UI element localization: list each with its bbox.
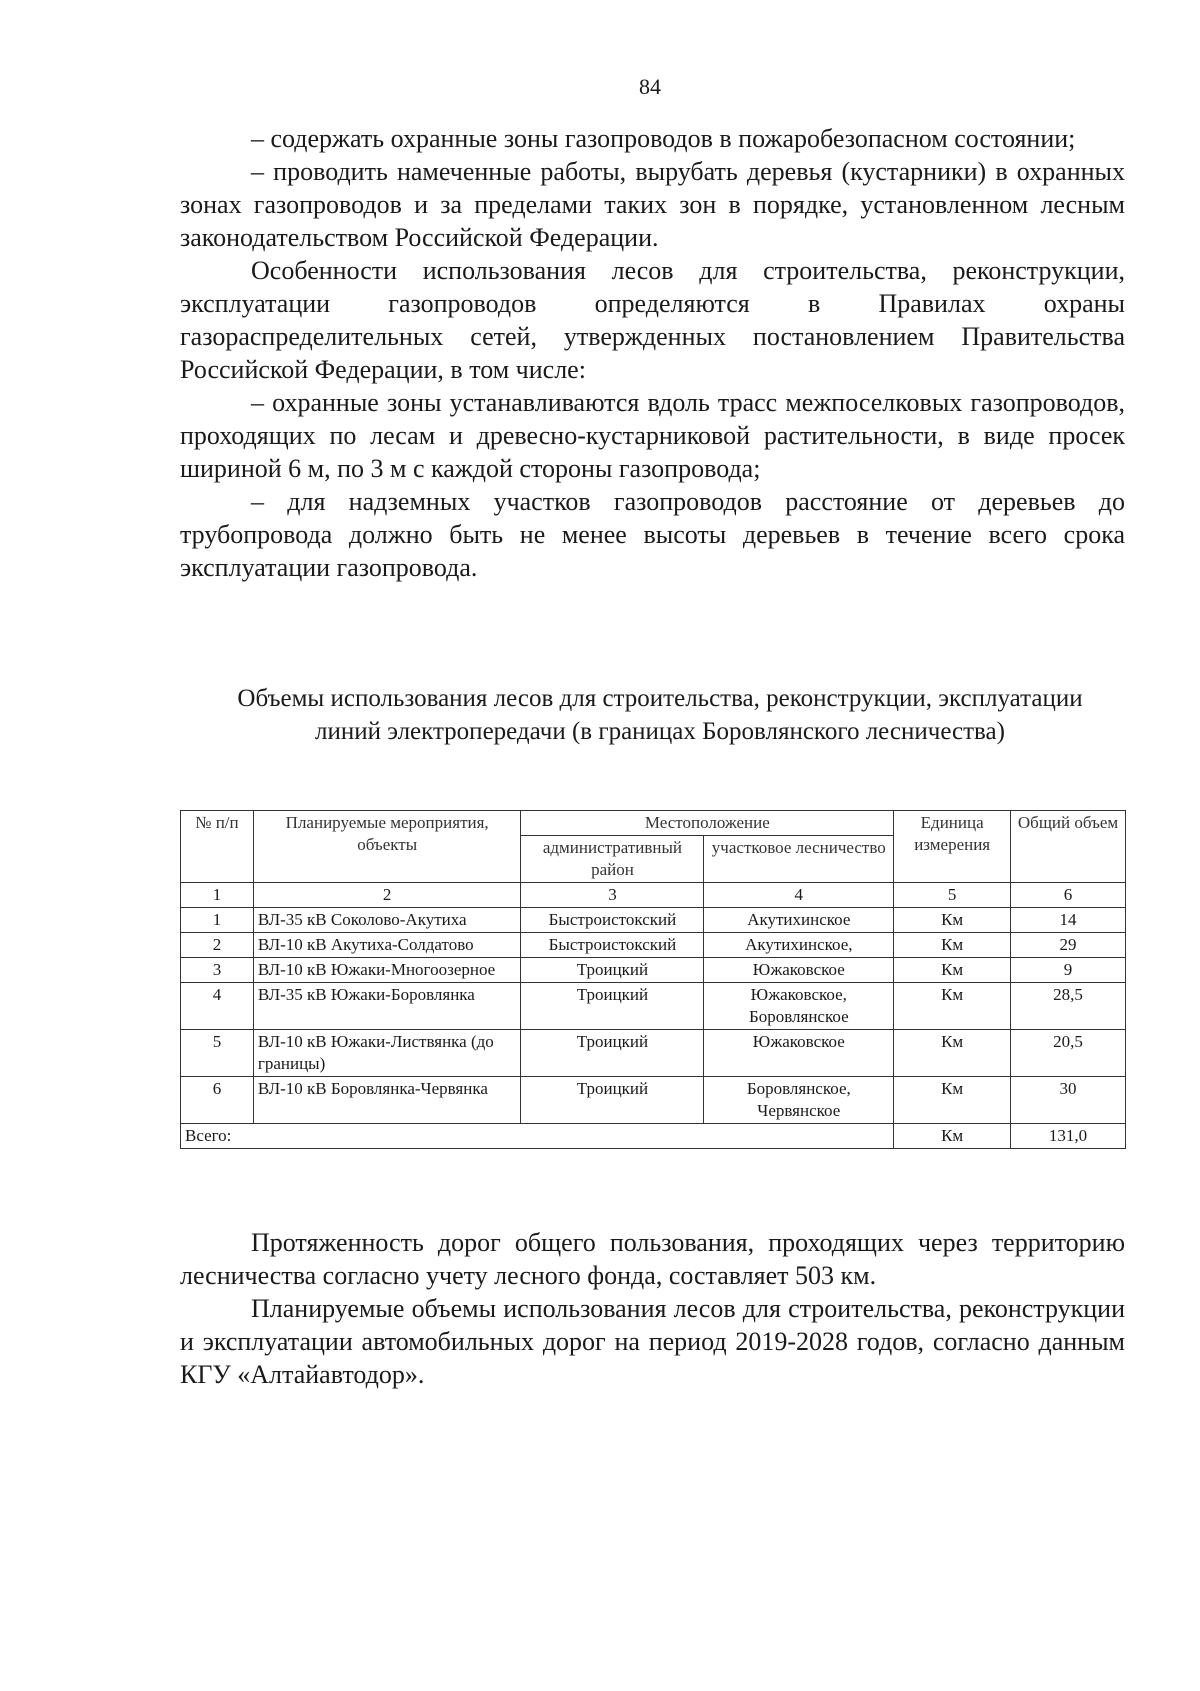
paragraph: – содержать охранные зоны газопроводов в пожаробезопасном состоянии; [251,124,1076,153]
table-row [181,1030,1126,1077]
table-row [181,908,1126,933]
table-container [180,810,1126,1149]
row-num: 4 [181,983,254,1030]
table-total-row [181,1124,1126,1149]
row-object: ВЛ-35 кВ Южаки-Боровлянка [253,983,521,1030]
row-forestry: Акутихинское, [704,933,894,958]
row-num: 1 [181,908,254,933]
column-number: 1 [181,883,254,908]
header-forestry: участковое лесничество [704,836,894,883]
row-object: ВЛ-10 кВ Южаки-Многоозерное [253,958,521,983]
paragraph: – проводить намеченные работы, вырубать деревья (кустарники) в охранных зонах газопроводов и за пределами таких зон в порядке, установленном лесным законодательством Российской Федерации. [180,157,1125,252]
row-object: ВЛ-10 кВ Южаки-Листвянка (до границы) [253,1030,521,1077]
column-number: 3 [521,883,704,908]
row-forestry: Южаковское [704,958,894,983]
total-label: Всего: [181,1124,894,1149]
row-num: 6 [181,1077,254,1124]
paragraph: Особенности использования лесов для строительства, реконструкции, эксплуатации газопроводов определяются в Правилах охраны газораспределительных сетей, утвержденных постановлением Правительства Российской Федерации, в том числе: [180,256,1125,384]
body-text-top [180,122,1125,584]
header-activities: Планируемые мероприятия, объекты [253,811,521,883]
row-district: Быстроистокский [521,933,704,958]
header-district: административный район [521,836,704,883]
row-unit: Км [894,983,1011,1030]
row-district: Троицкий [521,1077,704,1124]
row-unit: Км [894,1077,1011,1124]
total-volume: 131,0 [1011,1124,1126,1149]
table-title: Объемы использования лесов для строительства, реконструкции, эксплуатации линий электропередачи (в границах Боровлянского лесничества) [237,685,1083,745]
row-num: 3 [181,958,254,983]
row-forestry: Южаковское, Боровлянское [704,983,894,1030]
row-forestry: Южаковское [704,1030,894,1077]
column-number: 6 [1011,883,1126,908]
table-row [181,983,1126,1030]
row-volume: 9 [1011,958,1126,983]
column-number: 2 [253,883,521,908]
header-volume: Общий объем [1011,811,1126,883]
row-district: Троицкий [521,958,704,983]
paragraph: – для надземных участков газопроводов расстояние от деревьев до трубопровода должно быть не менее высоты деревьев в течение всего срока эксплуатации газопровода. [180,487,1125,582]
row-district: Троицкий [521,983,704,1030]
paragraph: Протяженность дорог общего пользования, проходящих через территорию лесничества согласно учету лесного фонда, составляет 503 км. [180,1228,1125,1290]
header-location: Местоположение [521,811,894,836]
row-forestry: Акутихинское [704,908,894,933]
paragraph: Планируемые объемы использования лесов для строительства, реконструкции и эксплуатации автомобильных дорог на период 2019-2028 годов, согласно данным КГУ «Алтайавтодор». [180,1294,1125,1389]
row-object: ВЛ-10 кВ Акутиха-Солдатово [253,933,521,958]
page-number: 84 [639,74,661,99]
row-object: ВЛ-10 кВ Боровлянка-Червянка [253,1077,521,1124]
row-unit: Км [894,933,1011,958]
row-volume: 29 [1011,933,1126,958]
power-lines-table [180,810,1126,1149]
row-volume: 30 [1011,1077,1126,1124]
header-num: № п/п [181,811,254,883]
row-district: Троицкий [521,1030,704,1077]
column-number: 4 [704,883,894,908]
total-unit: Км [894,1124,1011,1149]
body-text-bottom [180,1226,1125,1391]
row-district: Быстроистокский [521,908,704,933]
row-num: 2 [181,933,254,958]
row-num: 5 [181,1030,254,1077]
header-unit: Единица измерения [894,811,1011,883]
table-row [181,933,1126,958]
table-row [181,1077,1126,1124]
row-unit: Км [894,958,1011,983]
row-unit: Км [894,1030,1011,1077]
row-volume: 14 [1011,908,1126,933]
row-volume: 28,5 [1011,983,1126,1030]
row-unit: Км [894,908,1011,933]
row-forestry: Боровлянское, Червянское [704,1077,894,1124]
table-row [181,958,1126,983]
row-volume: 20,5 [1011,1030,1126,1077]
row-object: ВЛ-35 кВ Соколово-Акутиха [253,908,521,933]
column-number: 5 [894,883,1011,908]
paragraph: – охранные зоны устанавливаются вдоль трасс межпоселковых газопроводов, проходящих по лесам и древесно-кустарниковой растительности, в виде просек шириной 6 м, по 3 м с каждой стороны газопровода; [180,388,1125,483]
